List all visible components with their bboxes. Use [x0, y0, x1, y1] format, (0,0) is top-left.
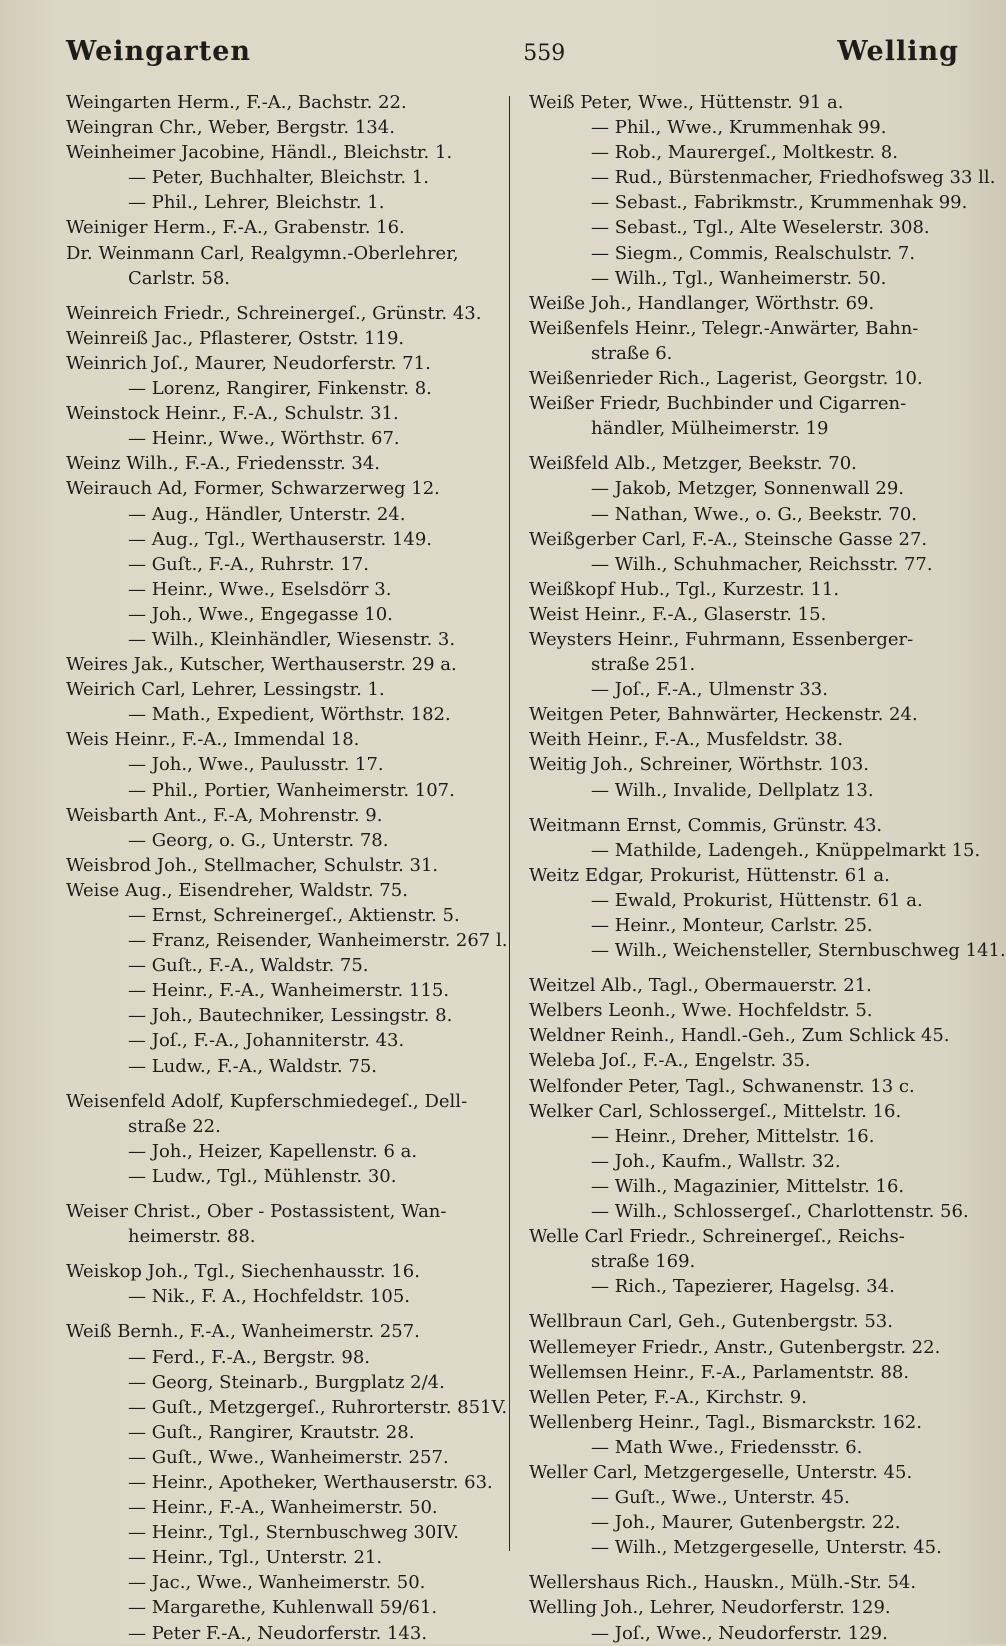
entry-text: — Wilh., Magazinier, Mittelstr. 16. — [591, 1175, 905, 1197]
directory-entry — [66, 552, 501, 577]
entry-text: Weißenrieder Rich., Lagerist, Georgstr. 10. — [529, 368, 923, 390]
directory-entry — [529, 502, 962, 527]
directory-entry — [529, 1199, 969, 1224]
directory-entry — [529, 1099, 962, 1124]
directory-entry — [529, 165, 996, 190]
entry-text: — Guſt., Wwe., Unterstr. 45. — [591, 1487, 850, 1509]
directory-entry — [66, 140, 501, 165]
entry-text: Weinreiß Jac., Pflasterer, Oststr. 119. — [66, 327, 405, 349]
entry-text: — Wilh., Kleinhändler, Wiesenstr. 3. — [128, 628, 456, 650]
entry-text: Weinrich Joſ., Maurer, Neudorferstr. 71. — [66, 352, 431, 374]
entry-text: Weitgen Peter, Bahnwärter, Heckenstr. 24. — [529, 704, 918, 726]
directory-entry — [66, 752, 501, 777]
directory-entry — [66, 1621, 501, 1646]
entry-text: — Wilh., Schlossergeſ., Charlottenstr. 56. — [591, 1201, 969, 1223]
directory-entry — [529, 888, 962, 913]
directory-entry — [529, 527, 962, 552]
entry-text: — Heinr., F.-A., Wanheimerstr. 115. — [128, 980, 450, 1002]
directory-entry — [66, 1570, 501, 1595]
entry-text: Weißfeld Alb., Metzger, Beekstr. 70. — [529, 453, 857, 475]
entry-text: Weinz Wilh., F.-A., Friedensstr. 34. — [66, 453, 381, 475]
directory-entry — [66, 1345, 501, 1370]
directory-entry — [529, 1309, 962, 1334]
directory-entry — [66, 1319, 501, 1344]
directory-entry — [66, 903, 501, 928]
directory-entry — [529, 577, 962, 602]
directory-entry — [529, 1074, 962, 1099]
entry-text: — Rud., Bürstenmacher, Friedhofsweg 33 ll. — [591, 167, 996, 189]
directory-entry — [529, 451, 962, 476]
entry-text: — Joh., Heizer, Kapellenstr. 6 a. — [128, 1140, 418, 1162]
directory-entry — [66, 828, 501, 853]
directory-entry — [66, 577, 501, 602]
entry-text: — Nathan, Wwe., o. G., Beekstr. 70. — [591, 503, 917, 525]
entry-text: — Wilh., Invalide, Dellplatz 13. — [591, 779, 874, 801]
directory-entry — [529, 1621, 962, 1646]
directory-entry — [66, 1028, 501, 1053]
entry-text: Weiß Bernh., F.-A., Wanheimerstr. 257. — [66, 1321, 420, 1343]
directory-entry — [66, 727, 501, 752]
directory-entry — [529, 602, 962, 627]
directory-entry — [529, 727, 962, 752]
entry-continuation: Carlstr. 58. — [128, 267, 231, 289]
entry-text: — Phil., Wwe., Krummenhak 99. — [591, 117, 887, 139]
directory-entry — [529, 266, 962, 291]
directory-entry — [66, 401, 501, 426]
entry-text: Wellenberg Heinr., Tagl., Bismarckstr. 162. — [529, 1411, 922, 1433]
entry-text: Weiß Peter, Wwe., Hüttenstr. 91 a. — [529, 92, 844, 113]
entry-text: Weiße Joh., Handlanger, Wörthstr. 69. — [529, 292, 875, 314]
directory-entry — [529, 752, 962, 777]
entry-continuation: händler, Mülheimerstr. 19 — [591, 418, 829, 440]
entry-text: Weingarten Herm., F.-A., Bachstr. 22. — [66, 92, 407, 113]
directory-entry — [529, 316, 962, 366]
directory-entry — [529, 702, 962, 727]
directory-entry — [529, 677, 962, 702]
directory-entry — [66, 1139, 501, 1164]
entry-text: — Joh., Wwe., Paulusstr. 17. — [128, 754, 384, 776]
entry-text: — Wilh., Schuhmacher, Reichsstr. 77. — [591, 553, 933, 575]
entry-text: — Heinr., F.-A., Wanheimerstr. 50. — [128, 1497, 438, 1519]
directory-entry — [529, 938, 1006, 963]
directory-entry — [66, 215, 501, 240]
directory-entry — [66, 1370, 501, 1395]
entry-text: Weingran Chr., Weber, Bergstr. 134. — [66, 117, 395, 139]
entry-text: — Georg, Steinarb., Burgplatz 2/4. — [128, 1371, 445, 1393]
entry-continuation: heimerstr. 88. — [128, 1226, 256, 1248]
entry-text: — Siegm., Commis, Realschulstr. 7. — [591, 242, 916, 264]
entry-text: Welker Carl, Schlossergeſ., Mittelstr. 16. — [529, 1100, 902, 1122]
entry-text: — Ludw., F.-A., Waldstr. 75. — [128, 1055, 377, 1077]
directory-entry — [529, 1385, 962, 1410]
entry-text: — Heinr., Tgl., Unterstr. 21. — [128, 1547, 383, 1569]
entry-text: — Guſt., Rangirer, Krautstr. 28. — [128, 1421, 415, 1443]
directory-entry — [66, 301, 501, 326]
directory-entry — [66, 1259, 501, 1284]
entry-text: Weisbarth Ant., F.-A, Mohrenstr. 9. — [66, 804, 383, 826]
directory-entry — [529, 552, 962, 577]
directory-entry — [66, 1395, 508, 1420]
entry-text: — Rich., Tapezierer, Hagelsg. 34. — [591, 1276, 895, 1298]
directory-entry — [66, 652, 501, 677]
directory-entry — [529, 913, 962, 938]
entry-text: Weis Heinr., F.-A., Immendal 18. — [66, 729, 360, 751]
entry-text: — Peter, Buchhalter, Bleichstr. 1. — [128, 167, 429, 189]
entry-text: Welfonder Peter, Tagl., Schwanenstr. 13 c. — [529, 1075, 915, 1097]
directory-entry — [529, 778, 962, 803]
column-divider — [509, 96, 510, 1551]
entry-text: Weirauch Ad, Former, Schwarzerweg 12. — [66, 478, 440, 500]
entry-text: — Ernst, Schreinergeſ., Aktienstr. 5. — [128, 905, 460, 926]
directory-entry — [529, 291, 962, 316]
entry-text: Weinstock Heinr., F.-A., Schulstr. 31. — [66, 403, 399, 425]
directory-entry — [66, 978, 501, 1003]
entry-text: — Ewald, Prokurist, Hüttenstr. 61 a. — [591, 889, 923, 911]
entry-text: Weitz Edgar, Prokurist, Hüttenstr. 61 a. — [529, 864, 890, 886]
entry-text: Weires Jak., Kutscher, Werthauserstr. 29 a. — [66, 654, 457, 676]
left-column — [66, 90, 508, 1646]
directory-entry — [66, 853, 501, 878]
directory-entry — [529, 1435, 962, 1460]
directory-entry — [66, 677, 501, 702]
directory-entry — [66, 1495, 501, 1520]
directory-entry — [66, 1089, 501, 1139]
entry-text: Weisbrod Joh., Stellmacher, Schulstr. 31. — [66, 854, 439, 876]
left-running-head: Weingarten — [66, 36, 252, 67]
entry-text: Weldner Reinh., Handl.-Geh., Zum Schlick 45. — [529, 1025, 950, 1047]
directory-entry — [66, 165, 501, 190]
entry-text: Weitmann Ernst, Commis, Grünstr. 43. — [529, 814, 883, 836]
entry-text: — Joh., Bautechniker, Lessingstr. 8. — [128, 1005, 453, 1027]
entry-text: — Mathilde, Ladengeh., Knüppelmarkt 15. — [591, 839, 981, 861]
directory-entry — [66, 1054, 501, 1079]
entry-text: Weist Heinr., F.-A., Glaserstr. 15. — [529, 603, 827, 625]
directory-entry — [66, 376, 501, 401]
directory-entry — [66, 1199, 501, 1249]
directory-entry — [66, 241, 501, 291]
directory-entry — [529, 115, 962, 140]
entry-text: — Joſ., Wwe., Neudorferstr. 129. — [591, 1622, 888, 1644]
directory-entry — [66, 476, 501, 501]
entry-text: Weith Heinr., F.-A., Musfeldstr. 38. — [529, 729, 844, 751]
entry-text: Welling Joh., Lehrer, Neudorferstr. 129. — [529, 1597, 891, 1619]
directory-entry — [529, 998, 962, 1023]
directory-entry — [66, 627, 501, 652]
entry-text: Weißgerber Carl, F.-A., Steinsche Gasse 27. — [529, 528, 928, 550]
directory-entry — [529, 1360, 962, 1385]
entry-text: — Ludw., Tgl., Mühlenstr. 30. — [128, 1165, 397, 1187]
entry-continuation: straße 169. — [591, 1251, 696, 1273]
directory-entry — [66, 928, 508, 953]
directory-entry — [529, 813, 962, 838]
entry-text: — Wilh., Metzgergeselle, Unterstr. 45. — [591, 1537, 942, 1559]
directory-entry — [66, 1420, 501, 1445]
entry-text: Weysters Heinr., Fuhrmann, Essenberger- — [529, 628, 914, 650]
directory-entry — [529, 1224, 962, 1274]
entry-text: — Guſt., Wwe., Wanheimerstr. 257. — [128, 1446, 449, 1468]
entry-text: — Guſt., F.-A., Ruhrstr. 17. — [128, 553, 369, 575]
entry-text: Weißenfels Heinr., Telegr.-Anwärter, Bahn- — [529, 317, 919, 339]
directory-entry — [66, 878, 501, 903]
directory-entry — [529, 1124, 962, 1149]
entry-text: — Math., Expedient, Wörthstr. 182. — [128, 704, 451, 726]
entry-text: — Heinr., Tgl., Sternbuschweg 30IV. — [128, 1522, 459, 1544]
entry-text: — Phil., Lehrer, Bleichstr. 1. — [128, 192, 385, 214]
directory-entry — [66, 326, 501, 351]
directory-entry — [66, 1520, 501, 1545]
entry-text: Weitig Joh., Schreiner, Wörthstr. 103. — [529, 754, 869, 776]
directory-entry — [529, 1048, 962, 1073]
directory-entry — [66, 115, 501, 140]
directory-entry — [529, 627, 962, 677]
entry-text: Wellemsen Heinr., F.-A., Parlamentstr. 88. — [529, 1361, 910, 1383]
entry-text: — Heinr., Wwe., Eselsdörr 3. — [128, 578, 392, 600]
entry-text: — Wilh., Tgl., Wanheimerstr. 50. — [591, 267, 887, 289]
entry-text: Weleba Joſ., F.-A., Engelstr. 35. — [529, 1050, 811, 1072]
entry-text: Weißkopf Hub., Tgl., Kurzestr. 11. — [529, 578, 840, 600]
entry-text: — Joh., Kaufm., Wallstr. 32. — [591, 1150, 841, 1172]
directory-entry — [66, 1545, 501, 1570]
directory-entry — [529, 391, 962, 441]
directory-entry — [529, 215, 962, 240]
entry-text: — Guſt., Metzgergeſ., Ruhrorterstr. 851V. — [128, 1396, 508, 1418]
entry-text: — Rob., Maurergeſ., Moltkestr. 8. — [591, 142, 898, 164]
entry-text: — Sebast., Fabrikmstr., Krummenhak 99. — [591, 192, 968, 214]
directory-entry — [529, 140, 962, 165]
entry-text: — Lorenz, Rangirer, Finkenstr. 8. — [128, 378, 432, 400]
entry-text: — Georg, o. G., Unterstr. 78. — [128, 829, 389, 851]
entry-text: — Joſ., F.-A., Ulmenstr 33. — [591, 679, 828, 701]
entry-text: — Margarethe, Kuhlenwall 59/61. — [128, 1597, 438, 1619]
entry-text: — Joh., Wwe., Engegasse 10. — [128, 603, 393, 625]
entry-text: — Jakob, Metzger, Sonnenwall 29. — [591, 478, 905, 500]
directory-entry — [529, 241, 962, 266]
page-number: 559 — [523, 41, 566, 66]
entry-text: — Heinr., Dreher, Mittelstr. 16. — [591, 1125, 875, 1147]
entry-text: — Phil., Portier, Wanheimerstr. 107. — [128, 779, 455, 801]
entry-continuation: straße 22. — [128, 1115, 221, 1137]
directory-entry — [529, 90, 962, 115]
page-header — [66, 36, 959, 86]
directory-entry — [66, 502, 501, 527]
directory-entry — [529, 1274, 962, 1299]
entry-text: — Aug., Tgl., Werthauserstr. 149. — [128, 528, 433, 550]
directory-entry — [529, 863, 962, 888]
directory-entry — [66, 953, 501, 978]
entry-continuation: straße 6. — [591, 342, 673, 364]
directory-entry — [529, 1570, 962, 1595]
directory-entry — [66, 803, 501, 828]
directory-entry — [529, 1149, 962, 1174]
entry-text: Welle Carl Friedr., Schreinergeſ., Reichs- — [529, 1226, 905, 1248]
right-column — [529, 90, 1006, 1646]
directory-entry — [66, 90, 501, 115]
directory-entry — [66, 1284, 501, 1309]
entry-text: Weißer Friedr, Buchbinder und Cigarren- — [529, 393, 907, 415]
entry-text: Weiniger Herm., F.-A., Grabenstr. 16. — [66, 217, 405, 239]
entry-text: — Math Wwe., Friedensstr. 6. — [591, 1436, 863, 1458]
directory-entry — [529, 1485, 962, 1510]
entry-text: Weise Aug., Eisendreher, Waldstr. 75. — [66, 879, 408, 901]
entry-text: — Joh., Maurer, Gutenbergstr. 22. — [591, 1512, 901, 1534]
entry-text: Wellbraun Carl, Geh., Gutenbergstr. 53. — [529, 1311, 893, 1333]
entry-text: — Nik., F. A., Hochfeldstr. 105. — [128, 1286, 411, 1308]
directory-entry — [529, 1410, 962, 1435]
entry-text: Weitzel Alb., Tagl., Obermauerstr. 21. — [529, 975, 872, 997]
entry-text: Weiskop Joh., Tgl., Siechenhausstr. 16. — [66, 1261, 420, 1283]
directory-entry — [66, 1003, 501, 1028]
entry-text: — Wilh., Weichensteller, Sternbuschweg 141. — [591, 940, 1006, 962]
directory-entry — [529, 973, 962, 998]
entry-text: — Jac., Wwe., Wanheimerstr. 50. — [128, 1572, 426, 1594]
directory-entry — [529, 1460, 962, 1485]
entry-text: Weisenfeld Adolf, Kupferschmiedegeſ., Dell- — [66, 1090, 468, 1112]
right-running-head: Welling — [837, 36, 959, 67]
entry-text: Welbers Leonh., Wwe. Hochfeldstr. 5. — [529, 1000, 873, 1022]
directory-entry — [66, 778, 501, 803]
directory-entry — [66, 1595, 501, 1620]
directory-entry — [66, 190, 501, 215]
directory-entry — [529, 190, 968, 215]
directory-entry — [529, 366, 962, 391]
entry-text: Wellershaus Rich., Hauskn., Mülh.-Str. 54. — [529, 1572, 917, 1594]
entry-text: — Joſ., F.-A., Johanniterstr. 43. — [128, 1030, 405, 1052]
directory-entry — [66, 1470, 501, 1495]
directory-entry — [66, 1164, 501, 1189]
directory-entry — [529, 1174, 962, 1199]
entry-text: — Peter F.-A., Neudorferstr. 143. — [128, 1622, 428, 1644]
directory-entry — [66, 702, 501, 727]
entry-text: — Heinr., Apotheker, Werthauserstr. 63. — [128, 1471, 493, 1493]
entry-text: Weinheimer Jacobine, Händl., Bleichstr. 1. — [66, 142, 453, 164]
directory-entry — [529, 1335, 962, 1360]
directory-entry — [529, 1023, 962, 1048]
entry-text: — Ferd., F.-A., Bergstr. 98. — [128, 1346, 370, 1368]
entry-text: Weller Carl, Metzgergeselle, Unterstr. 45. — [529, 1461, 913, 1483]
entry-text: — Guſt., F.-A., Waldstr. 75. — [128, 955, 369, 977]
entry-text: Weirich Carl, Lehrer, Lessingstr. 1. — [66, 679, 385, 701]
entry-text: Dr. Weinmann Carl, Realgymn.-Oberlehrer, — [66, 242, 459, 264]
entry-continuation: straße 251. — [591, 654, 696, 676]
directory-entry — [66, 451, 501, 476]
entry-text: — Sebast., Tgl., Alte Weselerstr. 308. — [591, 217, 930, 239]
entry-text: Wellen Peter, F.-A., Kirchstr. 9. — [529, 1386, 807, 1408]
entry-text: — Heinr., Monteur, Carlstr. 25. — [591, 915, 873, 936]
entry-text: — Heinr., Wwe., Wörthstr. 67. — [128, 428, 400, 450]
directory-entry — [529, 476, 962, 501]
directory-entry — [66, 602, 501, 627]
directory-entry — [66, 1445, 501, 1470]
directory-entry — [529, 838, 981, 863]
directory-entry — [66, 351, 501, 376]
directory-entry — [66, 426, 501, 451]
entry-text: — Aug., Händler, Unterstr. 24. — [128, 503, 406, 525]
directory-entry — [529, 1595, 962, 1620]
entry-text: Weiser Christ., Ober - Postassistent, Wan- — [66, 1201, 447, 1223]
entry-text: — Franz, Reisender, Wanheimerstr. 267 l. — [128, 930, 508, 952]
directory-entry — [66, 527, 501, 552]
directory-entry — [529, 1510, 962, 1535]
directory-entry — [529, 1535, 962, 1560]
entry-text: Wellemeyer Friedr., Anstr., Gutenbergstr. 22. — [529, 1336, 941, 1358]
entry-text: Weinreich Friedr., Schreinergeſ., Grünstr. 43. — [66, 302, 482, 324]
